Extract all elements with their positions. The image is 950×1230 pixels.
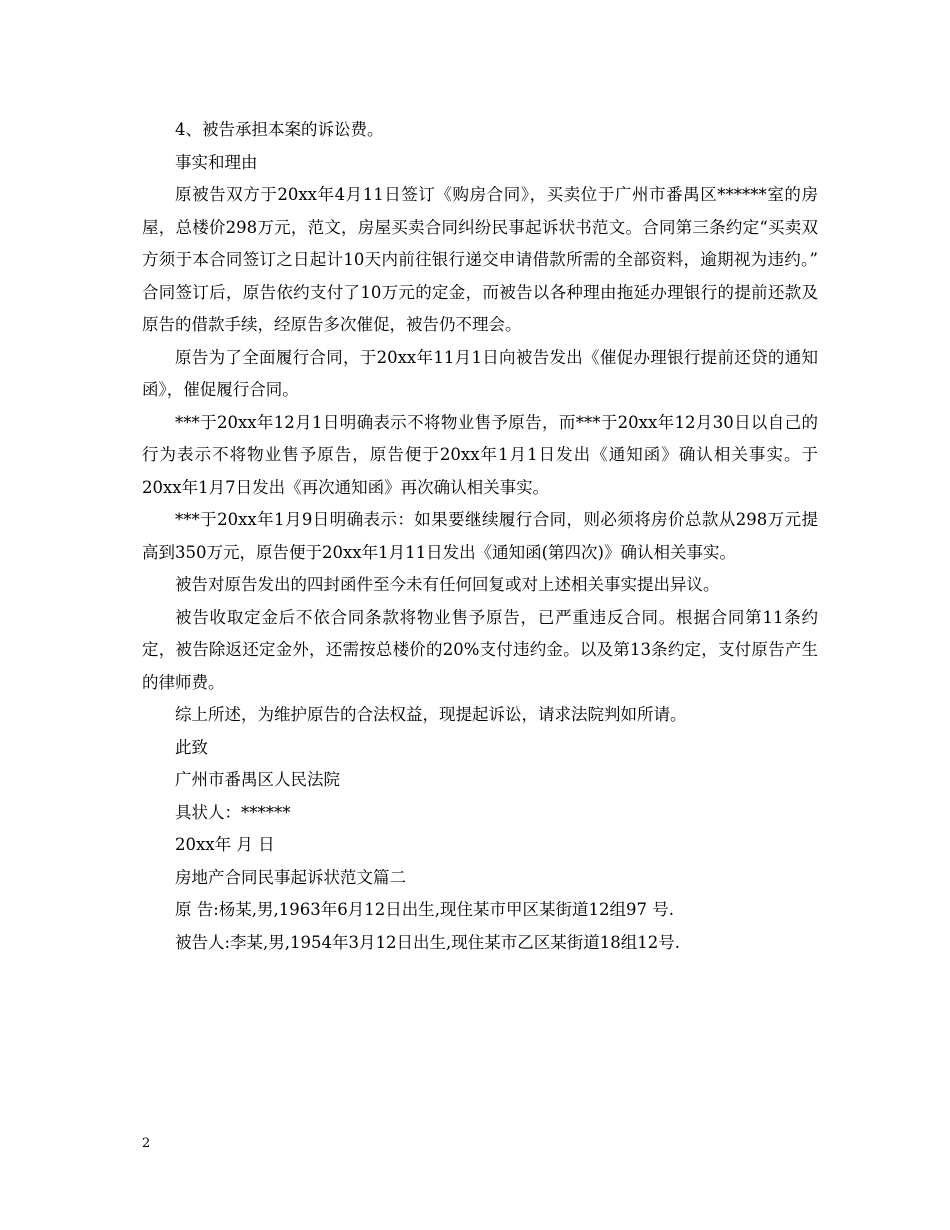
- court-name: 广州市番禺区人民法院: [175, 770, 340, 789]
- paragraph: 被告收取定金后不依合同条款将物业售予原告，已严重违反合同。根据合同第11条约定，被告除返还定金外，还需按总楼价的20%支付违约金。以及第13条约定，支付原告产生的律师费。: [142, 607, 818, 692]
- page-number: 2: [142, 1136, 151, 1151]
- section-heading: 房地产合同民事起诉状范文篇二: [175, 867, 406, 887]
- paragraph: 被告对原告发出的四封函件至今未有任何回复或对上述相关事实提出异议。: [175, 575, 720, 594]
- plaintiff-info: 原 告:杨某,男,1963年6月12日出生,现住某市甲区某街道12组97 号.: [175, 900, 675, 919]
- section-heading: 事实和理由: [175, 152, 258, 172]
- defendant-info: 被告人:李某,男,1954年3月12日出生,现住某市乙区某街道18组12号.: [175, 932, 681, 952]
- paragraph: 4、被告承担本案的诉讼费。: [175, 120, 384, 139]
- paragraph: ***于20xx年12月1日明确表示不将物业售予原告，而***于20xx年12月30日以自己的行为表示不将物业售予原告，原告便于20xx年1月1日发出《通知函》确认相关事实。于20xx年1月7日发出《再次通知函》再次确认相关事实。: [142, 412, 818, 497]
- salutation: 此致: [175, 737, 208, 757]
- signer: 具状人：******: [175, 802, 291, 822]
- date-line: 20xx年 月 日: [175, 835, 275, 854]
- paragraph: ***于20xx年1月9日明确表示：如果要继续履行合同，则必须将房价总款从298万元提高到350万元，原告便于20xx年1月11日发出《通知函(第四次)》确认相关事实。: [142, 510, 818, 562]
- paragraph: 原被告双方于20xx年4月11日签订《购房合同》，买卖位于广州市番禺区******室的房屋，总楼价298万元，范文，房屋买卖合同纠纷民事起诉状书范文。合同第三条约定“买卖双方须于本合同签订之日起计10天内前往银行递交申请借款所需的全部资料，逾期视为违约。” 合同签订后，原告依约支付了10万元的定金，而被告以各种理由拖延办理银行的提前还款及原告的借款手续，经原告多次催促，被告仍不理会。: [142, 185, 818, 334]
- document-body: [142, 114, 818, 959]
- paragraph: 原告为了全面履行合同，于20xx年11月1日向被告发出《催促办理银行提前还贷的通知函》，催促履行合同。: [142, 347, 818, 399]
- paragraph: 综上所述，为维护原告的合法权益，现提起诉讼，请求法院判如所请。: [175, 705, 687, 724]
